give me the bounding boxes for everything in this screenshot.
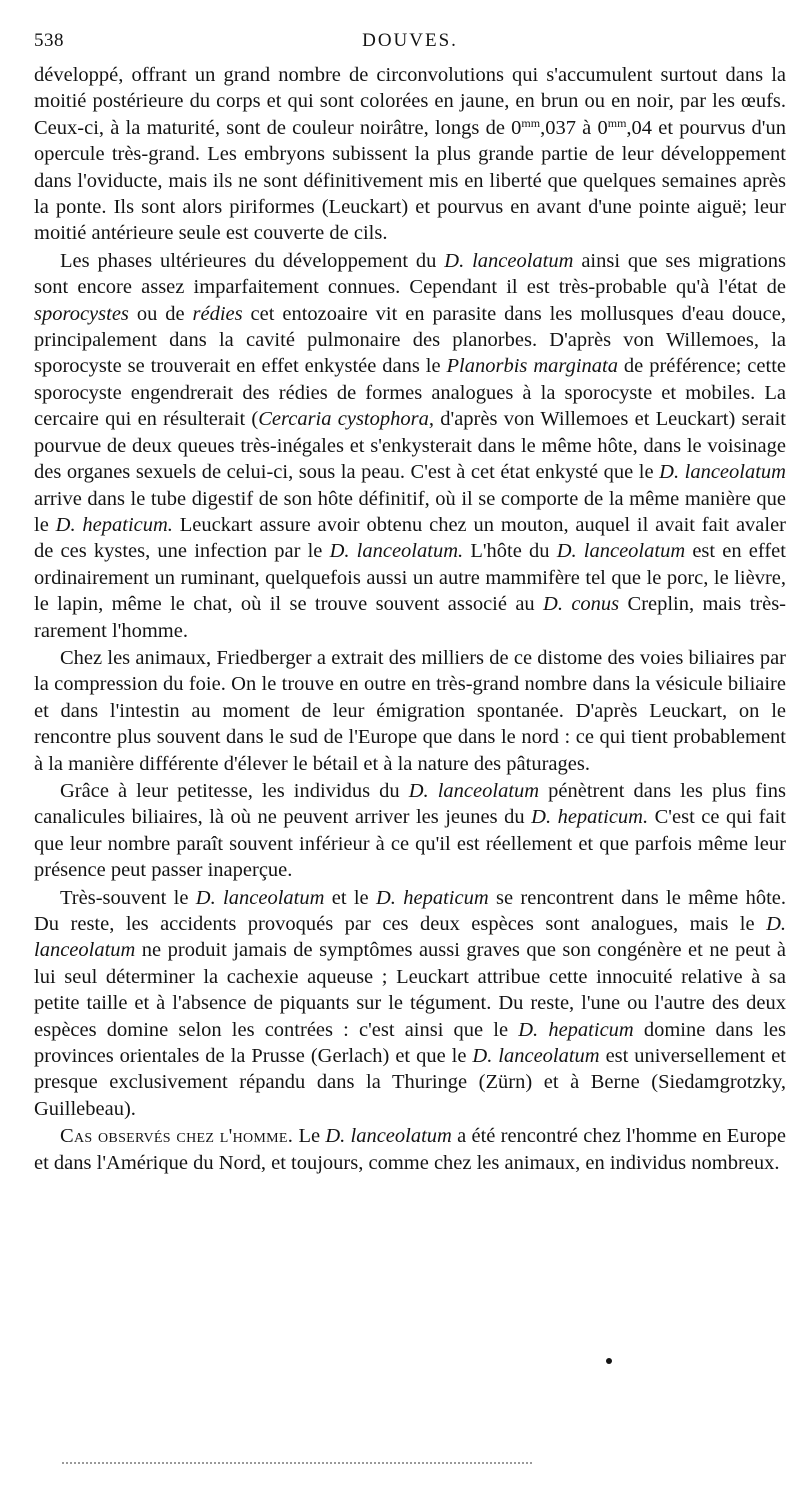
text-run: et le bbox=[324, 886, 376, 909]
italic-term: D. lanceolatum. bbox=[329, 540, 464, 563]
italic-term: D. lanceolatum bbox=[444, 249, 574, 272]
paragraph bbox=[34, 1123, 786, 1176]
text-run: ,037 à 0 bbox=[540, 116, 608, 139]
italic-term: D. hepaticum. bbox=[55, 513, 173, 536]
unit-superscript: mm bbox=[521, 115, 541, 130]
italic-term: D. lanceolatum bbox=[325, 1125, 452, 1148]
text-run: d'après von Willemoes et Leuckart) serait pourvue de deux queues très-inégales et s'enkysterait dans le même hôte, dans le voisinage des organes sexuels de celui-ci, sous la peau. C'est à cet état enkysté que le bbox=[34, 408, 786, 484]
text-run: Grâce à leur petitesse, les individus du bbox=[60, 779, 409, 802]
page-number: 538 bbox=[34, 30, 64, 51]
section-lead-in: Cas observés chez l'homme. bbox=[60, 1125, 294, 1148]
text-run: Très-souvent le bbox=[60, 886, 196, 909]
italic-term: D. conus bbox=[543, 593, 620, 616]
text-run: Le bbox=[293, 1125, 326, 1148]
paragraph bbox=[34, 778, 786, 884]
text-run: pénètrent dans les plus fins canalicules biliaires, là où ne peuvent arriver les jeunes du bbox=[34, 779, 786, 829]
italic-term: Planorbis marginata bbox=[446, 355, 618, 378]
text-run: se rencontrent dans le même hôte. Du reste, les accidents provoqués par ces deux espèces sont analogues, mais le bbox=[34, 886, 786, 935]
page-header bbox=[34, 30, 786, 56]
text-run: ainsi que ses migrations sont encore assez imparfaitement connues. Cependant il est très-probable qu'à l'état de bbox=[34, 249, 787, 299]
italic-term: D. lanceolatum bbox=[472, 1045, 600, 1068]
body-text bbox=[34, 62, 786, 1176]
text-run: a été rencontré chez l'homme en Europe et dans l'Amérique du Nord, et toujours, comme chez les animaux, en individus nombreux. bbox=[34, 1125, 786, 1174]
paragraph bbox=[34, 885, 786, 1123]
running-head: DOUVES. bbox=[362, 30, 458, 51]
text-run: Chez les animaux, Friedberger a extrait des milliers de ce distome des voies biliaires par la compression du foie. On le trouve en outre en très-grand nombre dans la vésicule biliaire et dans l'intestin au moment de leur émigration spontanée. D'après Leuckart, on le rencontre plus souvent dans le sud de l'Europe que dans le nord : ce qui tient probablement à la manière différente d'élever le bétail et à la nature des pâturages. bbox=[34, 646, 786, 775]
italic-term: rédies bbox=[192, 302, 243, 325]
text-run: ne produit jamais de symptômes aussi graves que son congénère et ne peut à lui seul déterminer la cachexie aqueuse ; Leuckart attribue cette innocuité relative à sa petite taille et à l'absence de piquants sur le tégument. Du reste, l'une ou l'autre des deux espèces domine selon les contrées : c'est ainsi que le bbox=[34, 939, 786, 1041]
text-run: est en effet ordinairement un ruminant, quelquefois aussi un autre mammifère tel que le porc, le lièvre, le lapin, même le chat, où il se trouve souvent associé au bbox=[34, 540, 786, 616]
italic-term: sporocystes bbox=[34, 302, 129, 325]
paragraph bbox=[34, 62, 786, 247]
text-run: est universellement et presque exclusivement répandu dans la Thuringe (Zürn) et à Berne (Siedamgrotzky, Guillebeau). bbox=[34, 1045, 786, 1120]
italic-term: Cercaria cystophora, bbox=[258, 408, 434, 431]
text-run: développé, offrant un grand nombre de circonvolutions qui s'accumulent surtout dans la moitié postérieure du corps et qui sont colorées en jaune, en brun ou en noir, par les œufs. Ceux-ci, à la maturité, sont de couleur noirâtre, longs de 0 bbox=[34, 64, 786, 139]
text-run: ou de bbox=[128, 302, 193, 325]
italic-term: D. lanceolatum bbox=[195, 886, 325, 909]
text-run: L'hôte du bbox=[463, 540, 557, 563]
text-run: Les phases ultérieures du développement du bbox=[60, 249, 445, 272]
scan-artifact-line bbox=[62, 1462, 532, 1464]
paragraph bbox=[34, 645, 786, 777]
unit-superscript: mm bbox=[607, 115, 627, 130]
text-run: Creplin, mais très-rarement l'homme. bbox=[34, 593, 786, 642]
italic-term: D. hepaticum bbox=[376, 886, 489, 909]
paragraph bbox=[34, 248, 786, 644]
italic-term: D. lanceolatum bbox=[659, 461, 786, 484]
text-run: arrive dans le tube digestif de son hôte définitif, où il se comporte de la même manière que le bbox=[34, 487, 786, 536]
italic-term: D. lanceolatum bbox=[34, 913, 786, 962]
ink-dot bbox=[606, 1358, 612, 1364]
italic-term: D. lanceolatum bbox=[556, 540, 686, 563]
text-run: ,04 et pourvus d'un opercule très-grand. Les embryons subissent la plus grande partie de leur développement dans l'oviducte, mais ils ne sont définitivement mis en liberté que quelques semaines après la ponte. Ils sont alors piriformes (Leuckart) et pourvus en avant d'une pointe aiguë; leur moitié antérieure seule est couverte de cils. bbox=[34, 116, 786, 245]
italic-term: D. hepaticum. bbox=[531, 806, 649, 829]
text-run: domine dans les provinces orientales de la Prusse (Gerlach) et que le bbox=[34, 1018, 786, 1068]
text-run: cet entozoaire vit en parasite dans les mollusques d'eau douce, principalement dans la cavité pulmonaire des planorbes. D'après von Willemoes, la sporocyste se trouverait en effet enkystée dans le bbox=[34, 302, 786, 378]
text-run: C'est ce qui fait que leur nombre paraît souvent inférieur à ce qu'il est réellement et que parfois même leur présence peut passer inaperçue. bbox=[34, 806, 787, 882]
italic-term: D. hepaticum bbox=[518, 1018, 634, 1041]
text-run: Leuckart assure avoir obtenu chez un mouton, auquel il avait fait avaler de ces kystes, une infection par le bbox=[34, 513, 787, 563]
italic-term: D. lanceolatum bbox=[408, 779, 540, 802]
text-run: de préférence; cette sporocyste engendrerait des rédies de formes analogues à la sporocyste et mobiles. La cercaire qui en résulterait ( bbox=[34, 355, 786, 431]
